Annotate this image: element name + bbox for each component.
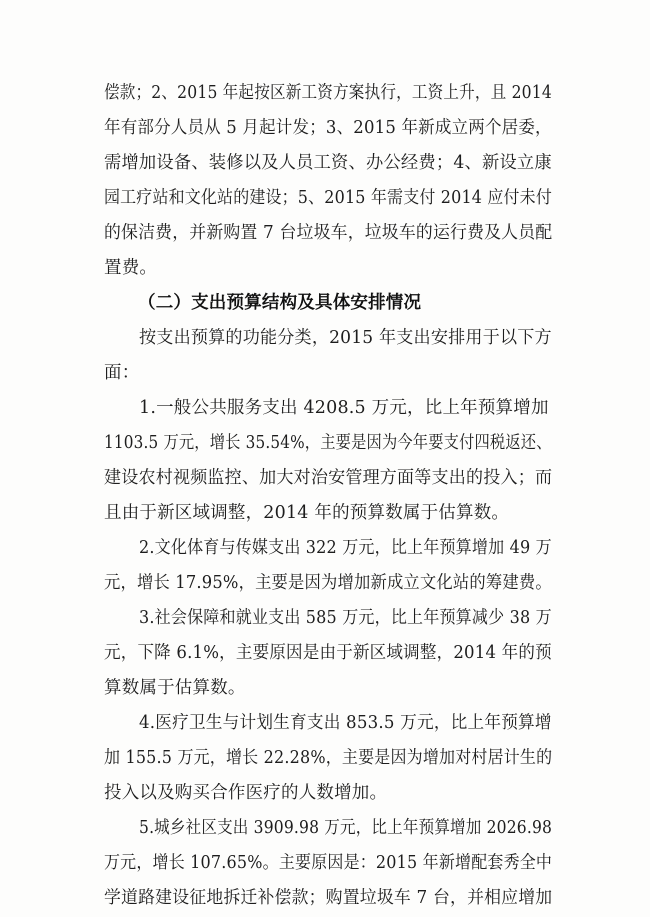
text-line-11: 1103.5 万元，增长 35.54%，主要是因为今年要支付四税返还、	[104, 433, 552, 453]
text-line-22: 5.城乡社区支出 3909.98 万元，比上年预算增加 2026.98	[139, 818, 553, 838]
text-line-18: 算数属于估算数。	[104, 678, 246, 698]
text-line-5: 的保洁费，并新购置 7 台垃圾车，垃圾车的运行费及人员配	[104, 223, 553, 243]
text-line-23: 万元，增长 107.65%。主要原因是：2015 年新增配套秀全中	[104, 853, 553, 873]
text-line-13: 且由于新区域调整，2014 年的预算数属于估算数。	[104, 503, 510, 523]
text-line-21: 投入以及购买合作医疗的人数增加。	[104, 783, 388, 803]
text-line-9: 面：	[104, 363, 140, 383]
text-line-24: 学道路建设征地拆迁补偿款；购置垃圾车 7 台，并相应增加	[104, 888, 553, 908]
text-line-1: 偿款；2、2015 年起按区新工资方案执行，工资上升，且 2014	[104, 83, 552, 103]
text-line-12: 建设农村视频监控、加大对治安管理方面等支出的投入；而	[104, 468, 553, 488]
section-heading: （二）支出预算结构及具体安排情况	[138, 293, 422, 313]
text-line-14: 2.文化体育与传媒支出 322 万元，比上年预算增加 49 万	[139, 538, 552, 558]
text-line-8: 按支出预算的功能分类，2015 年支出安排用于以下方	[139, 328, 552, 348]
text-line-19: 4.医疗卫生与计划生育支出 853.5 万元，比上年预算增	[139, 713, 552, 733]
text-line-20: 加 155.5 万元，增长 22.28%，主要是因为增加对村居计生的	[104, 748, 553, 768]
text-line-17: 元，下降 6.1%，主要原因是由于新区域调整，2014 年的预	[104, 643, 552, 663]
text-line-2: 年有部分人员从 5 月起计发；3、2015 年新成立两个居委，	[104, 118, 552, 138]
text-line-10: 1.一般公共服务支出 4208.5 万元，比上年预算增加	[139, 398, 549, 418]
text-line-3: 需增加设备、装修以及人员工资、办公经费；4、新设立康	[104, 153, 552, 173]
text-line-15: 元，增长 17.95%，主要是因为增加新成立文化站的筹建费。	[104, 573, 552, 593]
text-line-16: 3.社会保障和就业支出 585 万元，比上年预算减少 38 万	[139, 608, 552, 628]
text-line-4: 园工疗站和文化站的建设；5、2015 年需支付 2014 应付未付	[104, 188, 552, 208]
text-line-6: 置费。	[104, 258, 158, 278]
